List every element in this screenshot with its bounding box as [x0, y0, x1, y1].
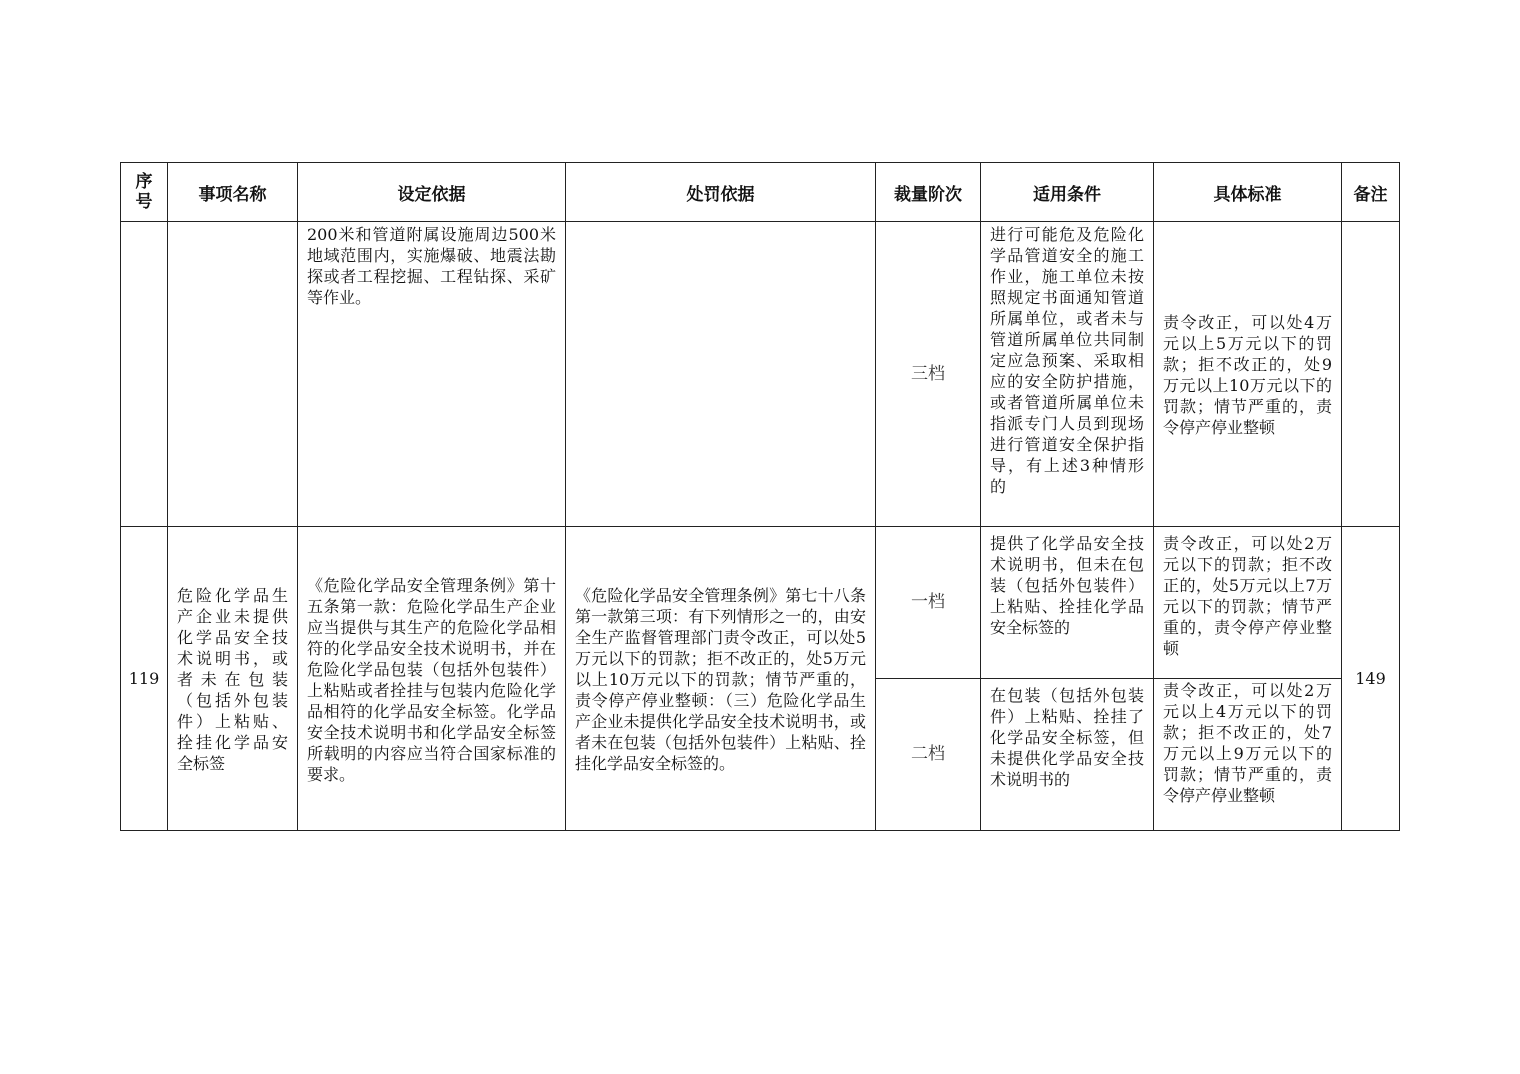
row-119-level-1: 一档: [876, 527, 981, 679]
header-seq: [121, 163, 168, 222]
row-119-penalty-basis-cell: [566, 527, 876, 831]
continued-standard-text: 责令改正，可以处4万元以上5万元以下的罚款；拒不改正的，处9万元以上10万元以下的罚款；情节严重的，责令停产停业整顿: [1163, 313, 1332, 437]
row-119-level-2: 二档: [876, 679, 981, 831]
row-119-legal-basis: 《危险化学品安全管理条例》第十五条第一款：危险化学品生产企业应当提供与其生产的危险化学品相符的化学品安全技术说明书，并在危险化学品包装（包括外包装件）上粘贴或者拴挂与包装内危险化学品相符的化学品安全标签。化学品安全技术说明书和化学品安全标签所载明的内容应当符合国家标准的要求。: [307, 575, 556, 784]
continued-legal-basis-text: 200米和管道附属设施周边500米地域范围内，实施爆破、地震法勘探或者工程挖掘、工程钻探、采矿等作业。: [307, 225, 556, 307]
row-119-standard-1: 责令改正，可以处2万元以下的罚款；拒不改正的，处5万元以上7万元以下的罚款；情节严重的，责令停产停业整顿: [1163, 534, 1332, 658]
continued-condition-text: 进行可能危及危险化学品管道安全的施工作业，施工单位未按照规定书面通知管道所属单位，或者未与管道所属单位共同制定应急预案、采取相应的安全防护措施，或者管道所属单位未指派专门人员到现场进行管道安全保护指导，有上述3种情形的: [990, 225, 1144, 496]
row-119-condition-2-cell: [981, 679, 1154, 831]
penalty-discretion-table: [120, 162, 1400, 831]
row-119-remarks: 149: [1342, 527, 1400, 831]
header-discretion-level: 裁量阶次: [876, 163, 981, 222]
row-119-name-cell: [168, 527, 298, 831]
table-header-row: [121, 163, 1400, 222]
continued-seq-cell: [121, 222, 168, 527]
header-standard: 具体标准: [1154, 163, 1342, 222]
row-119-legal-basis-cell: [298, 527, 566, 831]
header-conditions: 适用条件: [981, 163, 1154, 222]
continued-condition-cell: [981, 222, 1154, 527]
header-seq-line1: 序: [135, 172, 153, 192]
header-remarks: 备注: [1342, 163, 1400, 222]
continued-name-cell: [168, 222, 298, 527]
row-119-standard-1-cell: [1154, 527, 1342, 679]
row-119-condition-1: 提供了化学品安全技术说明书，但未在包装（包括外包装件）上粘贴、拴挂化学品安全标签的: [990, 534, 1144, 637]
header-item-name: 事项名称: [168, 163, 298, 222]
row-119-seq: 119: [121, 527, 168, 831]
continued-level: 三档: [876, 222, 981, 527]
row-119-condition-1-cell: [981, 527, 1154, 679]
header-seq-line2: 号: [135, 192, 153, 212]
row-119-penalty-basis: 《危险化学品安全管理条例》第七十八条第一款第三项：有下列情形之一的，由安全生产监督管理部门责令改正，可以处5万元以下的罚款；拒不改正的，处5万元以上10万元以下的罚款；情节严重的，责令停产停业整顿：（三）危险化学品生产企业未提供化学品安全技术说明书，或者未在包装（包括外包装件）上粘贴、拴挂化学品安全标签的。: [575, 586, 866, 773]
continued-remarks-cell: [1342, 222, 1400, 527]
continued-penalty-basis-cell: [566, 222, 876, 527]
continued-standard-cell: [1154, 222, 1342, 527]
table-row-119-level-1: [121, 527, 1400, 679]
row-119-standard-2: 责令改正，可以处2万元以上4万元以下的罚款；拒不改正的，处7万元以上9万元以下的罚款；情节严重的，责令停产停业整顿: [1163, 681, 1332, 805]
continued-legal-basis-cell: [298, 222, 566, 527]
row-119-name: 危险化学品生产企业未提供化学品安全技术说明书，或者未在包装（包括外包装件）上粘贴、拴挂化学品安全标签: [177, 586, 288, 773]
header-legal-basis: 设定依据: [298, 163, 566, 222]
header-penalty-basis: 处罚依据: [566, 163, 876, 222]
row-119-condition-2: 在包装（包括外包装件）上粘贴、拴挂了化学品安全标签，但未提供化学品安全技术说明书的: [990, 686, 1144, 789]
row-119-standard-2-cell: [1154, 679, 1342, 831]
table-row-continued: [121, 222, 1400, 527]
